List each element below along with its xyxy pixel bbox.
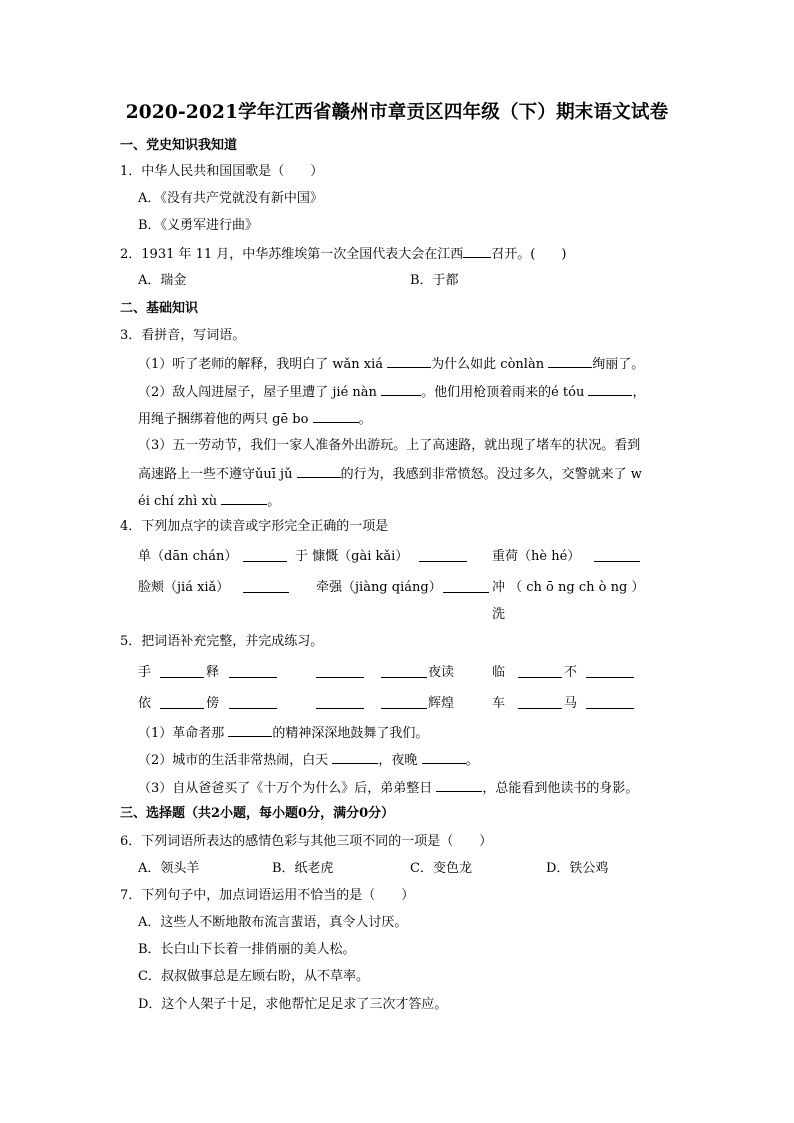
question-3-part-3-end <box>138 491 280 511</box>
q3-text: 。 <box>267 494 281 509</box>
question-6-option-b: B．纸老虎 <box>272 861 334 876</box>
q4-item: 冲 （ ch ō ng ch ò ng ） <box>492 580 645 595</box>
q5-text: （2）城市的生活非常热闹，白天 <box>138 753 329 768</box>
q3-text: （1）听了老师的解释，我明白了 wǎn xiá <box>138 357 384 372</box>
answer-blank[interactable] <box>160 664 204 684</box>
answer-blank[interactable] <box>387 354 431 368</box>
answer-blank[interactable] <box>229 695 277 715</box>
question-3-part-2-cont <box>138 409 372 429</box>
q5-text: 。 <box>465 753 479 768</box>
question-2-stem-part-2: 召开。( ) <box>491 247 567 262</box>
q4-item: 重荷（hè hé） <box>492 549 581 564</box>
question-1-stem: 1．中华人民共和国国歌是（ ） <box>120 164 324 179</box>
question-5-stem: 5．把词语补充完整，并完成练习。 <box>120 634 324 649</box>
question-6-option-d: D．铁公鸡 <box>546 861 609 876</box>
q3-text: 为什么如此 cònlàn <box>431 357 545 372</box>
question-2-stem <box>120 244 566 264</box>
answer-blank[interactable] <box>548 354 592 368</box>
answer-blank[interactable] <box>594 548 640 568</box>
answer-blank[interactable] <box>243 548 287 568</box>
q5-item: 释 <box>206 665 220 680</box>
q4-item: 于 慷慨（gài kǎi） <box>295 549 409 564</box>
question-7-option-d: D．这个人架子十足，求他帮忙足足求了三次才答应。 <box>138 997 448 1012</box>
section-heading-2: 二、基础知识 <box>120 301 199 316</box>
question-7-option-c: C．叔叔做事总是左顾右盼，从不草率。 <box>138 969 369 984</box>
section-heading-3: 三、选择题（共2小题，每小题0分，满分0分） <box>120 806 395 821</box>
question-2-stem-part-1: 2．1931 年 11 月，中华苏维埃第一次全国代表大会在江西 <box>120 247 464 262</box>
q4-item: 洗 <box>492 607 506 622</box>
answer-blank[interactable] <box>228 723 272 737</box>
question-5-sentence-2 <box>138 750 479 770</box>
question-5-sentence-1 <box>138 723 428 743</box>
answer-blank[interactable] <box>586 695 634 715</box>
question-4-stem: 4．下列加点字的读音或字形完全正确的一项是 <box>120 519 389 534</box>
question-6-stem: 6．下列词语所表达的感情色彩与其他三项不同的一项是（ ） <box>120 834 493 849</box>
q3-text: （2）敌人闯进屋子，屋子里遭了 jié nàn <box>138 385 377 400</box>
q3-text: 。 <box>358 412 372 427</box>
q5-item: 车 <box>492 696 506 711</box>
q5-item: 手 <box>138 665 152 680</box>
question-6-option-a: A．领头羊 <box>138 861 200 876</box>
answer-blank[interactable] <box>160 695 204 715</box>
q4-item: 牵强（jiàng qiáng） <box>316 580 442 595</box>
q4-item: 脸颊（jiá xiǎ） <box>138 580 230 595</box>
answer-blank[interactable] <box>316 664 364 684</box>
q3-text: éi chí zhì xù <box>138 494 218 509</box>
q5-text: （3）自从爸爸买了《十万个为什么》后，弟弟整日 <box>138 781 433 796</box>
q5-text: （1）革命者那 <box>138 726 225 741</box>
q5-item: 傍 <box>206 696 220 711</box>
answer-blank[interactable] <box>229 664 277 684</box>
question-5-sentence-3 <box>138 778 638 798</box>
question-1-option-a: A．《没有共产党就没有新中国》 <box>138 191 323 206</box>
q5-item: 不 <box>564 665 578 680</box>
question-7-option-a: A．这些人不断地散布流言蜚语，真令人讨厌。 <box>138 915 408 930</box>
question-6-option-c: C．变色龙 <box>410 861 472 876</box>
q5-text: ，总能看到他读书的身影。 <box>482 781 639 796</box>
answer-blank[interactable] <box>221 491 267 505</box>
answer-blank[interactable] <box>518 664 562 684</box>
question-7-stem: 7．下列句子中，加点词语运用不恰当的是（ ） <box>120 888 415 903</box>
answer-blank[interactable] <box>419 548 467 568</box>
q3-text: 用绳子捆绑着他的两只 gē bo <box>138 412 309 427</box>
answer-blank[interactable] <box>436 778 482 792</box>
q5-item: 夜读 <box>428 665 455 680</box>
answer-blank[interactable] <box>243 579 289 599</box>
answer-blank[interactable] <box>518 695 562 715</box>
question-2-option-a: A．瑞金 <box>138 273 187 288</box>
q5-item: 临 <box>492 665 506 680</box>
answer-blank[interactable] <box>588 382 632 396</box>
q4-item: 单（dān chán） <box>138 549 238 564</box>
answer-blank[interactable] <box>313 409 359 423</box>
question-2-option-b: B．于都 <box>410 273 459 288</box>
question-3-part-2 <box>138 382 645 402</box>
question-3-part-3: （3）五一劳动节，我们一家人准备外出游玩。上了高速路，就出现了堵车的状况。看到 <box>138 438 641 453</box>
question-3-part-1 <box>138 354 644 374</box>
q5-item: 马 <box>564 696 578 711</box>
answer-blank[interactable] <box>422 750 466 764</box>
q3-text: ， <box>632 385 646 400</box>
answer-blank[interactable] <box>381 664 427 684</box>
q5-text: ，夜晚 <box>378 753 418 768</box>
question-1-option-b: B．《义勇军进行曲》 <box>138 218 259 233</box>
answer-blank[interactable] <box>316 695 364 715</box>
answer-blank[interactable] <box>443 579 489 599</box>
answer-blank[interactable] <box>381 382 421 396</box>
question-3-part-3-cont <box>138 464 642 484</box>
q3-text: 绚丽了。 <box>592 357 645 372</box>
answer-blank[interactable] <box>586 664 634 684</box>
q5-item: 辉煌 <box>428 696 455 711</box>
answer-blank[interactable] <box>297 464 341 478</box>
answer-blank[interactable] <box>332 750 378 764</box>
q5-text: 的精神深深地鼓舞了我们。 <box>272 726 429 741</box>
q3-text: 高速路上一些不遵守ǔuī jǔ <box>138 467 293 482</box>
q3-text: 的行为，我感到非常愤怒。没过多久，交警就来了 w <box>340 467 642 482</box>
q5-item: 依 <box>138 696 152 711</box>
question-3-stem: 3．看拼音，写词语。 <box>120 328 246 343</box>
question-7-option-b: B．长白山下长着一排俏丽的美人松。 <box>138 942 356 957</box>
answer-blank[interactable] <box>381 695 427 715</box>
answer-blank[interactable] <box>463 244 491 258</box>
page-title: 2020-2021学年江西省赣州市章贡区四年级（下）期末语文试卷 <box>125 102 669 123</box>
q3-text: 。他们用枪顶着雨来的é tóu <box>421 385 585 400</box>
section-heading-1: 一、党史知识我知道 <box>120 138 238 153</box>
